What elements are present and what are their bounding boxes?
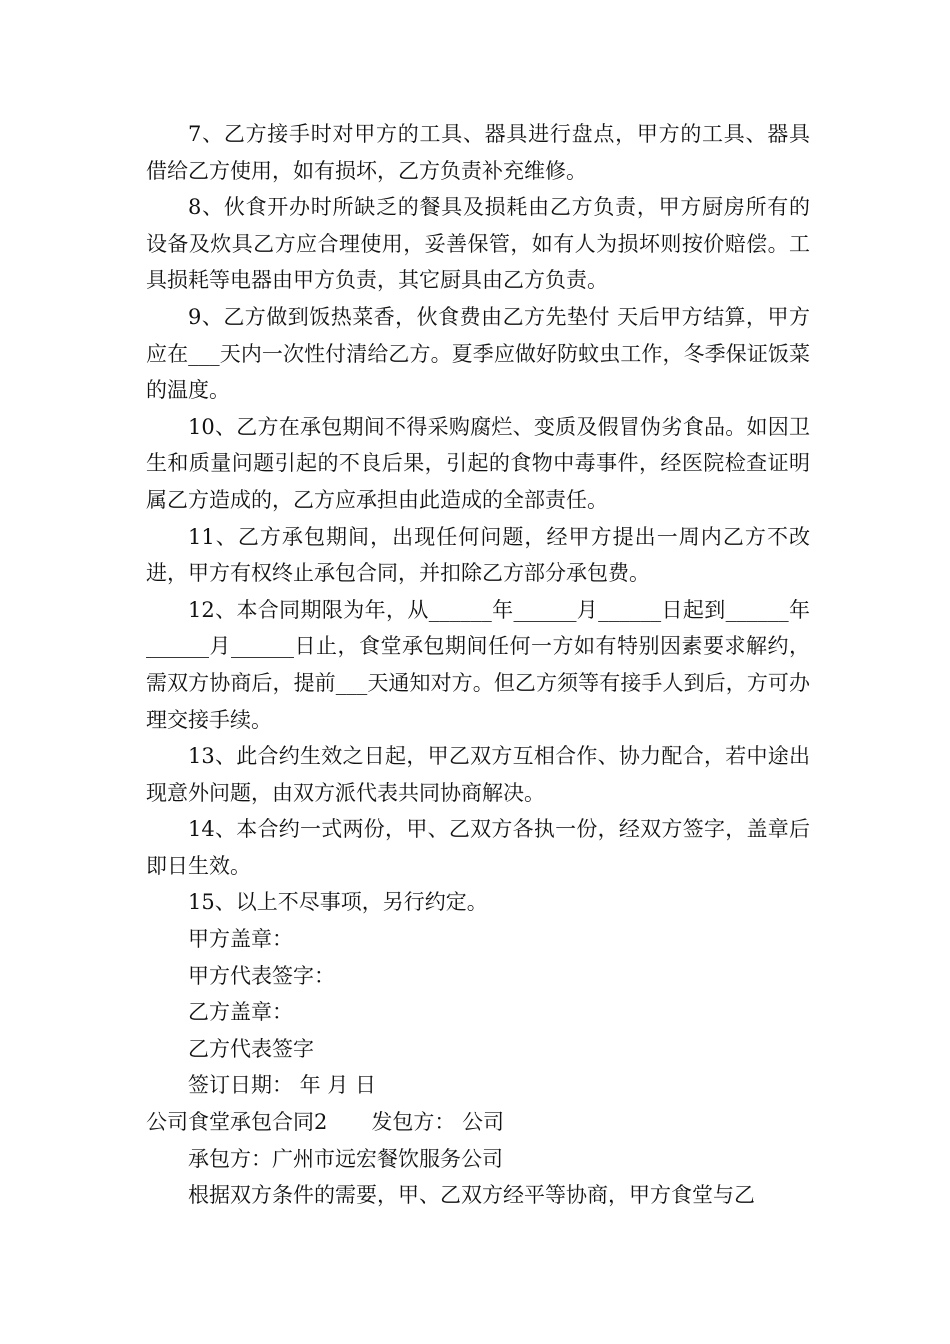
clause-9: 9、乙方做到饭热菜香，伙食费由乙方先垫付 天后甲方结算，甲方应在___天内一次性付清给乙方。夏季应做好防蚊虫工作，冬季保证饭菜的温度。 bbox=[146, 304, 810, 403]
clause-10: 10、乙方在承包期间不得采购腐烂、变质及假冒伪劣食品。如因卫生和质量问题引起的不良后果，引起的食物中毒事件，经医院检查证明属乙方造成的，乙方应承担由此造成的全部责任。 bbox=[146, 414, 810, 512]
contractor-line: 承包方：广州市远宏餐饮服务公司 bbox=[188, 1146, 503, 1171]
party-b-seal: 乙方盖章： bbox=[188, 1000, 293, 1025]
clause-7: 7、乙方接手时对甲方的工具、器具进行盘点，甲方的工具、器具借给乙方使用，如有损坏，乙方负责补充维修。 bbox=[146, 122, 810, 183]
clause-15: 15、以上不尽事项，另行约定。 bbox=[188, 890, 488, 915]
clause-8: 8、伙食开办时所缺乏的餐具及损耗由乙方负责，甲方厨房所有的设备及炊具乙方应合理使用，妥善保管，如有人为损坏则按价赔偿。工具损耗等电器由甲方负责，其它厨具由乙方负责。 bbox=[146, 195, 810, 293]
party-b-representative-signature: 乙方代表签字 bbox=[188, 1036, 314, 1061]
clause-14: 14、本合约一式两份，甲、乙双方各执一份，经双方签字，盖章后即日生效。 bbox=[146, 817, 810, 878]
party-a-seal: 甲方盖章： bbox=[188, 927, 293, 952]
clause-12: 12、本合同期限为年，从______年______月______日起到______年______月______日止，食堂承包期间任何一方如有特别因素要求解约，需双方协商后，提前___天通知对方。但乙方须等有接手人到后，方可办理交接手续。 bbox=[146, 597, 810, 732]
signing-date: 签订日期： 年 月 日 bbox=[188, 1073, 377, 1098]
second-contract-heading-line bbox=[146, 1104, 810, 1141]
issuer-line: 发包方： 公司 bbox=[371, 1110, 505, 1135]
clause-13: 13、此合约生效之日起，甲乙双方互相合作、协力配合，若中途出现意外问题，由双方派代表共同协商解决。 bbox=[146, 744, 810, 805]
clause-11: 11、乙方承包期间，出现任何问题，经甲方提出一周内乙方不改进，甲方有权终止承包合同，并扣除乙方部分承包费。 bbox=[146, 524, 810, 586]
document-page bbox=[146, 116, 810, 1214]
second-contract-title: 公司食堂承包合同2 bbox=[146, 1110, 328, 1135]
intro-paragraph: 根据双方条件的需要，甲、乙双方经平等协商，甲方食堂与乙 bbox=[188, 1183, 755, 1208]
party-a-representative-signature: 甲方代表签字： bbox=[188, 963, 335, 988]
